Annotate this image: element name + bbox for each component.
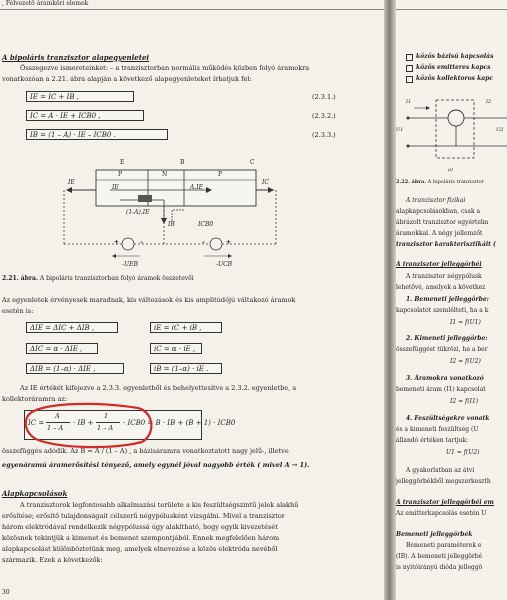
item1-title: 1. Bemeneti jelleggörbe: [406,296,489,303]
big-eq-mid: · IB + [73,419,94,427]
right-para2-line-2: lehetővé, amelyek a következ [396,284,486,291]
big-eq-frac1-den: 1 – A [47,424,64,432]
para5-line-4: közösnek tekintjük a kimenet és bemenet szempontjából. Ennek megfelelően három [2,534,280,542]
figure-caption-text: A bipoláris tranzisztorban folyó áramok összetevői [38,275,194,282]
fig-label-IE-out: IE [68,179,75,186]
big-eq-pre: IC = [28,419,45,427]
right-caption-text: A bipoláris tranzisztor [426,179,484,185]
fig-label-AIE: A.IE [190,184,203,191]
fig-label-E: E [120,159,125,166]
para4-line-1: összefüggés adódik. Az B = A / (1 – A) , a bázisáramra vonatkoztatott nagy jelű-, illetve [2,447,289,455]
right-para3-line-1: A gyakorlatban az átvi [406,467,475,474]
fig-label-P1: P [118,171,123,178]
bullet-2: közös emitteres kapcs [416,64,491,71]
fig-label-UCB: -UCB [216,261,233,268]
fig-label-ICB0: ICB0 [198,221,214,228]
bullet-box-1 [406,54,413,61]
para5-line-2: erősítése; erősítő tulajdonságait célszerű négypólusként vizsgálni. Mivel a tranzisztor [2,512,285,520]
right-para1-line-3: ábrázolt tranzisztor egyértelm [396,219,489,226]
para2-line-2: esetén is: [2,307,34,315]
item2-equation: I2 = f(U2) [450,358,481,365]
right-fig-I1: I1 [406,99,412,105]
right-para4-line-1: Bemeneti paraméterek e [406,542,482,549]
right-para4-line-2: (IB). A bemeneti jelleggörbé [396,553,483,560]
right-fig-U2: U2 [496,127,504,133]
right-fig-a: a) [448,167,453,173]
figure-caption [2,276,194,282]
equation-number-3: (2.3.3.) [312,131,336,139]
small-equation-5: iC = α · iE , [150,343,202,354]
small-equation-6: iB = (1–α) · iE . [150,363,222,374]
item4-text-2: állandó értéken tartjuk: [396,437,469,444]
right-section-title: A tranzisztor jelleggörbéi [396,261,482,268]
big-eq-post: · ICB0 = B · IB + (B + 1) · ICB0 [123,419,236,427]
red-circle-annotation [20,400,160,450]
fig-label-N: N [162,171,168,178]
page-number: 30 [2,589,10,596]
bullet-1: közös bázisú kapcsolás [416,53,494,60]
right-para1-line-2: alapkapcsolásokban, csak a [396,208,481,215]
fig-label-1-minus-A: (1-A).IE [126,209,150,216]
running-header: , Félvezető áramköri elemek [2,0,89,7]
item3-equation: I2 = f(I1) [450,398,479,405]
fig-label-plus-1: + [114,239,120,246]
small-equation-4: iE = iC + iB , [150,322,222,333]
fig-label-IE-in: IE [112,184,119,191]
fig-label-IC: IC [262,179,269,186]
right-para4-line-3: is nyitóirányú dióda jelleggö [396,564,483,571]
fig-label-minus-2: – [202,239,205,246]
para5-line-6: származik. Ezek a következők: [2,556,103,564]
item4-title: 4. Feszültségekre vonatk [406,415,490,422]
small-equation-2: ΔIC = α · ΔIE , [26,343,98,354]
item4-equation: U1 = f(U2) [446,449,480,456]
fig-label-C: C [250,159,255,166]
item1-text: kapcsolatot szemlélteti, ha a k [396,307,489,314]
fig-label-IB: IB [168,221,175,228]
figure-caption-number: 2.21. ábra. [2,275,39,282]
big-eq-frac2-den: 1 – A [97,424,114,432]
fig-label-plus-2: + [226,239,232,246]
item4-text-1: és a kimeneti feszültség (U [396,426,479,433]
item3-text: bemeneti áram (I1) kapcsolat [396,386,486,393]
item3-title: 3. Áramokra vonatkozó [406,375,484,382]
right-fig-U1: U1 [396,127,404,133]
right-fig-I2: I2 [486,99,492,105]
bullet-box-2 [406,65,413,72]
para5-line-1: A tranzisztorok legfontosabb alkalmazási területe a kis feszültségszintű jelek alakhű [20,501,299,509]
intro-line-1: Összegezve ismereteinket: – a tranzisztorban normális működés közben folyó áramokra [20,64,310,72]
right-para1-line-5: tranzisztor karakterisztikáit ( [396,241,496,248]
section-title: A bipoláris tranzisztor alapegyenletei [2,53,150,62]
para4-line-2: egyenáramú áramerősítési tényező, amely egynél jóval nagyobb érték ( mivel A → 1). [2,461,310,469]
right-para3-line-2: jelleggörbékből megszerkeszth [396,478,491,485]
book-spine-shadow [384,0,396,600]
equation-box-3: IB = (1 – A) · IE – ICB0 . [26,129,168,140]
common-base-circuit [404,96,507,166]
item1-equation: I1 = f(U1) [450,319,481,326]
equation-number-1: (2.3.1.) [312,93,336,101]
big-eq-frac2-num: 1 [104,412,109,420]
fig-label-B: B [180,159,185,166]
right-para1-line-4: áramokkal. A négy jellemzőt [396,230,483,237]
right-subtitle: Bemeneti jelleggörbék [396,531,473,538]
transistor-current-diagram [60,158,280,270]
para2-line-1: Az egyenletek érvényesek maradnak, kis változások és kis amplitúdójú váltakozó áramok [2,296,296,304]
right-header-rule [396,0,507,10]
fig-label-minus-1: – [140,239,143,246]
bullet-box-3 [406,76,413,83]
bullet-3: közös kollektoros kapc [416,75,494,82]
para3-line-2: kollektoráramra az: [2,395,67,403]
para5-line-5: alapkapcsolást különböztetünk meg, amelyek elnevezése a közös elektróda nevéből [2,545,278,553]
small-equation-3: ΔIB = (1–α) · ΔIE , [26,363,124,374]
right-section2-title: A tranzisztor jelleggörbéi em [396,499,494,506]
small-equation-1: ΔIE = ΔIC + ΔIB , [26,322,118,333]
right-para2-line-1: A tranzisztor négypólusk [406,273,482,280]
right-caption-number: 2.22. ábra. [396,179,427,185]
equation-box-1: IE = IC + IB , [26,91,134,102]
para5-line-3: három elektródával rendelkezik négypólussá úgy alakítható, hogy egyik kivezetését [2,523,278,531]
equation-box-2: IC = A · IE + ICB0 , [26,110,144,121]
right-page [396,0,507,600]
section2-title: Alapkapcsolások [2,489,68,498]
fig-label-P2: P [218,171,223,178]
big-eq-frac1-num: A [55,412,60,420]
para3-line-1: Az IE értékét kifejezve a 2.3.3. egyenletből és behelyettesítve a 2.3.2. egyenletbe, a [20,384,297,392]
intro-line-2: vonatkozóan a 2.21. ábra alapján a következő alapegyenleteket írhatjuk fel: [2,75,252,83]
right-section2-text: Az emitterkapcsolás esetén U [396,510,487,517]
right-para1-line-1: A tranzisztor fizikai [406,197,466,204]
item2-title: 2. Kimeneti jelleggörbe: [406,335,488,342]
item2-text: összefüggést tükrözi, ha a ber [396,346,488,353]
fig-label-UEB: -UEB [122,261,138,268]
equation-number-2: (2.3.2.) [312,112,336,120]
right-figure-caption [396,180,484,185]
